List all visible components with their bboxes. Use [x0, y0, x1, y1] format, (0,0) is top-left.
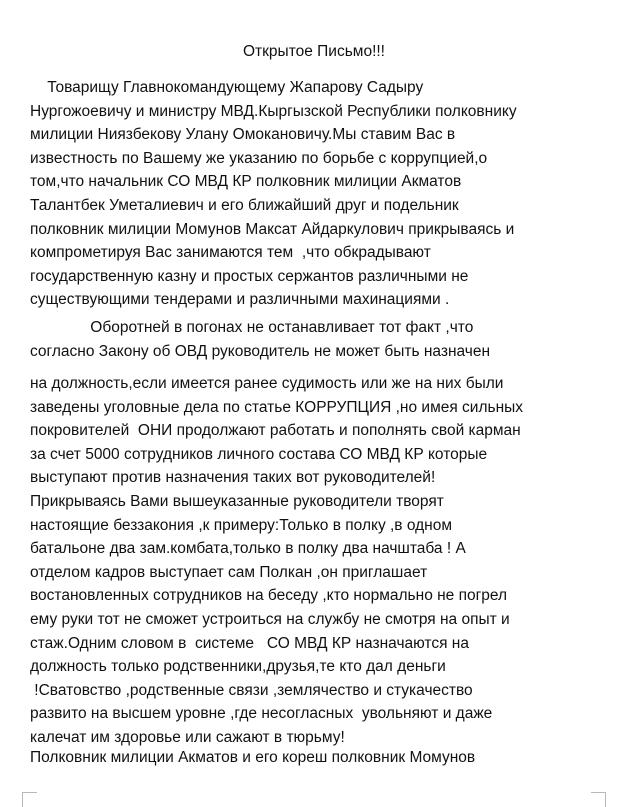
text-line: калечат им здоровье или сажают в тюрьму! [30, 728, 345, 746]
text-line: на должность,если имеется ранее судимость или же на них были [30, 375, 504, 392]
text-line: за счет 5000 сотрудников личного состава СО МВД КР которые [30, 445, 488, 463]
paragraph-law-fact [30, 316, 612, 363]
text-line: развито на высшем уровне ,где несогласных увольняют и даже [30, 705, 493, 723]
paragraph-accusations [30, 372, 612, 750]
text-line: батальоне два зам.комбата,только в полку два начштаба ! А [30, 540, 466, 558]
text-line: Прикрываясь Вами вышеуказанные руководители творят [30, 492, 444, 510]
crop-mark-bottom-left [22, 792, 37, 807]
text-line: стаж.Одним словом в системе СО МВД КР назначаются на [30, 634, 469, 652]
text-line: Товарищу Главнокомандующему Жапарову Садыру [30, 79, 424, 96]
text-line: отделом кадров выступает сам Полкан ,он приглашает [30, 563, 428, 581]
crop-mark-bottom-right [591, 792, 606, 807]
text-line: Талантбек Уметалиевич и его ближайший друг и подельник [30, 196, 459, 214]
text-line: заведены уголовные дела по статье КОРРУПЦИЯ ,но имея сильных [30, 398, 524, 416]
text-line: государственную казну и простых сержантов различными не [30, 267, 469, 285]
text-line: должность только родственники,друзья,те кто дал деньги [30, 658, 446, 676]
text-line: Полковник милиции Акматов и его кореш полковник Момунов [30, 749, 476, 766]
text-line: компрометируя Вас занимаются тем ,что обкрадывают [30, 244, 431, 262]
text-line: существующими тендерами и различными махинациями . [30, 291, 450, 309]
text-line: востановленных сотрудников на беседу ,кто нормально не погрел [30, 587, 508, 605]
text-line: Нургожоевичу и министру МВД.Кыргызской Республики полковнику [30, 102, 517, 120]
text-line: согласно Закону об ОВД руководитель не может быть назначен [30, 342, 491, 360]
text-line: Оборотней в погонах не останавливает тот факт ,что [30, 319, 474, 336]
text-line: известность по Вашему же указанию по борьбе с коррупцией,о [30, 149, 488, 167]
paragraph-closing [30, 746, 612, 770]
text-line: полковник милиции Момунов Максат Айдаркулович прикрываясь и [30, 220, 515, 238]
text-line: !Сватовство ,родственные связи ,землячество и стукачество [30, 681, 473, 699]
paragraph-address [30, 76, 612, 312]
text-line: настоящие беззакония ,к примеру:Только в полку ,в одном [30, 516, 453, 534]
text-line: выступают против назначения таких вот руководителей! [30, 469, 436, 487]
text-line: покровителей ОНИ продолжают работать и пополнять свой карман [30, 422, 521, 440]
document-title: Открытое Письмо!!! [243, 43, 385, 60]
text-line: милиции Ниязбекову Улану Омокановичу.Мы ставим Вас в [30, 126, 456, 144]
text-line: ему руки тот не сможет устроиться на службу не смотря на опыт и [30, 610, 510, 628]
text-line: том,что начальник СО МВД КР полковник милиции Акматов [30, 173, 462, 191]
